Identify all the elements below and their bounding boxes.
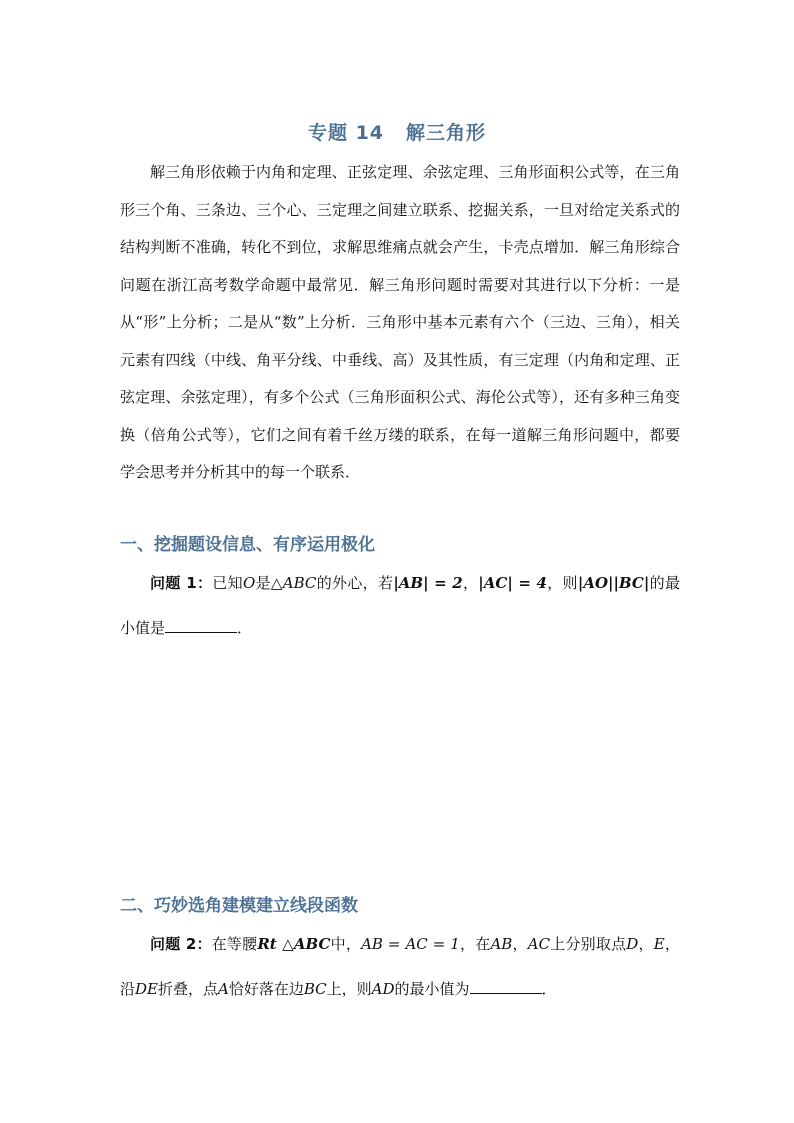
problem-1-text: 是: [255, 574, 271, 592]
problem-1-math: |AO||BC|: [577, 574, 650, 592]
problem-2-math: AB = AC = 1: [361, 935, 460, 953]
problem-1-math: |AC| = 4: [478, 574, 547, 592]
problem-2-text: ，: [512, 935, 528, 953]
problem-1-math: |AB| = 2: [393, 574, 463, 592]
problem-1-math: O: [242, 574, 256, 592]
answer-blank-1[interactable]: [165, 614, 237, 633]
problem-2-math: DE: [135, 980, 158, 998]
problem-1-math: △ABC: [270, 574, 317, 592]
problem-2-math: BC: [303, 980, 327, 998]
intro-paragraph: 解三角形依赖于内角和定理、正弦定理、余弦定理、三角形面积公式等，在三角形三个角、三条边、三个心、三定理之间建立联系、挖掘关系，一旦对给定关系式的结构判断不准确，转化不到位，求解思维痛点就会产生，卡壳点增加．解三角形综合问题在浙江高考数学命题中最常见．解三角形问题时需要对其进行以下分析：一是从“形”上分析；二是从“数”上分析．三角形中基本元素有六个（三边、三角），相关元素有四线（中线、角平分线、中垂线、高）及其性质，有三定理（内角和定理、正弦定理、余弦定理），有多个公式（三角形面积公式、海伦公式等），还有多种三角变换（倍角公式等），它们之间有着千丝万缕的联系，在每一道解三角形问题中，都要学会思考并分析其中的每一个联系．: [120, 163, 680, 481]
problem-2-text: ，在: [459, 935, 491, 953]
problem-2-text: 上，则: [326, 980, 372, 998]
problem-1-text: 的最小值是: [120, 574, 680, 637]
title-topic: 解三角形: [406, 122, 487, 144]
problem-2-math: AD: [371, 980, 395, 998]
problem-2-text: 恰好落在边: [228, 980, 304, 998]
problem-2-math: Rt △ABC: [257, 935, 331, 953]
problem-2-math: AB: [490, 935, 513, 953]
answer-blank-2[interactable]: [470, 975, 542, 994]
problem-2-text: 上分别取点: [550, 935, 627, 953]
problem-2-text: ，: [638, 935, 654, 953]
document-title: [0, 118, 794, 145]
problem-1-text: ．: [237, 619, 253, 637]
problem-2-math: D: [626, 935, 639, 953]
problem-1-text: ，: [462, 574, 479, 592]
title-label: 专题 14: [307, 122, 385, 144]
problem-2-math: AC: [527, 935, 551, 953]
problem-1: [120, 561, 680, 651]
problem-2-math: E: [653, 935, 665, 953]
problem-1-text: 的外心，若: [316, 574, 394, 592]
problem-2-text: 折叠，点: [158, 980, 219, 998]
problem-2-text: ．: [541, 980, 557, 998]
problem-2-text: 的最小值为: [394, 980, 470, 998]
section-1-heading: 一、挖掘题设信息、有序运用极化: [120, 535, 375, 555]
problem-2-label: 问题 2：: [150, 935, 212, 953]
problem-2-math: A: [218, 980, 229, 998]
problem-2-text: ，沿: [120, 935, 680, 998]
problem-2: [120, 922, 680, 1012]
problem-1-label: 问题 1：: [150, 574, 213, 592]
problem-2-text: 在等腰: [211, 935, 258, 953]
problem-2-text: 中，: [330, 935, 362, 953]
section-2-heading: 二、巧妙选角建模建立线段函数: [120, 896, 358, 916]
problem-1-text: ，则: [546, 574, 578, 592]
problem-1-text: 已知: [212, 574, 243, 592]
